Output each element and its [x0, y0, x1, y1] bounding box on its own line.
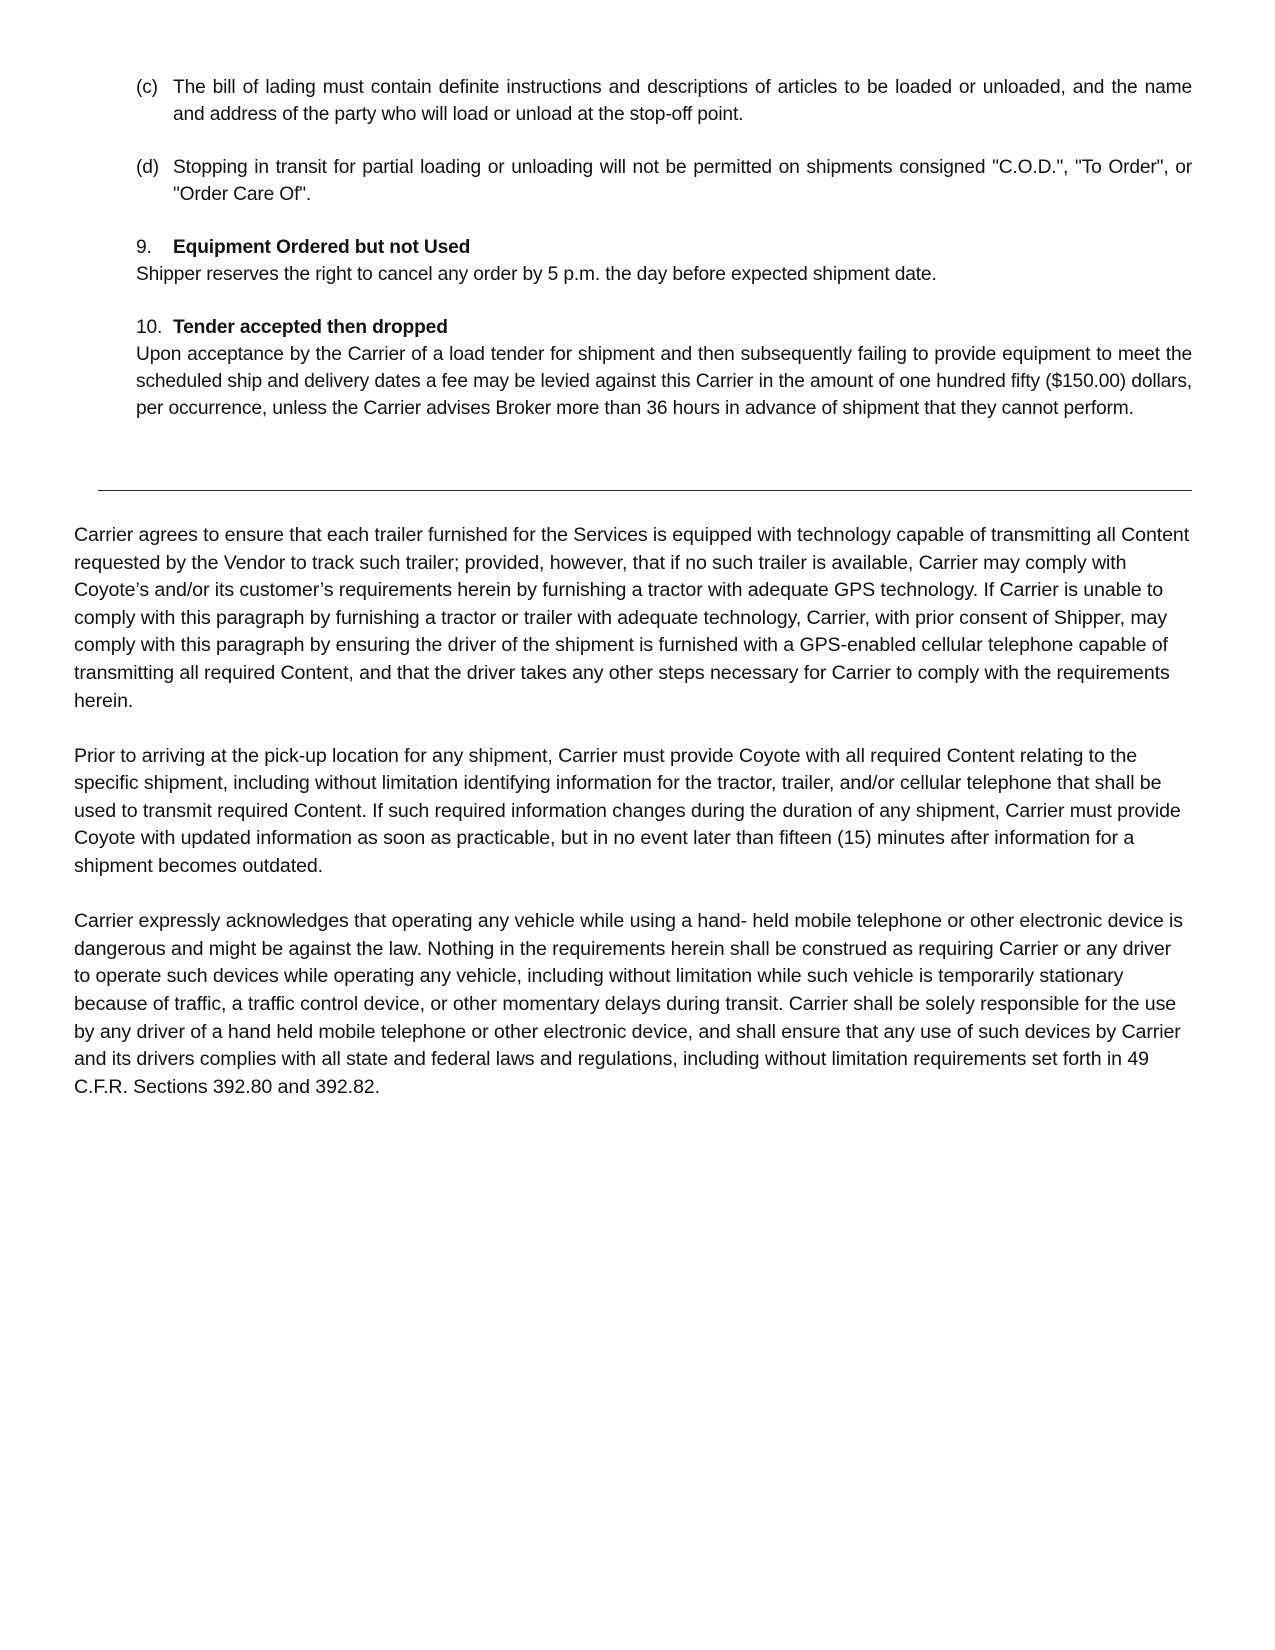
paragraph-mobile-device-safety: Carrier expressly acknowledges that operating any vehicle while using a hand- held mobile telephone or other electronic device is dangerous and might be against the law. Nothing in the requirements herein shall be construed as requiring Carrier or any driver to operate such devices while operating any vehicle, including without limitation while such vehicle is temporarily stationary because of traffic, a traffic control device, or other momentary delays during transit. Carrier shall be solely responsible for the use by any driver of a hand held mobile telephone or other electronic device, and shall ensure that any use of such devices by Carrier and its drivers complies with all state and federal laws and regulations, including without limitation requirements set forth in 49 C.F.R. Sections 392.80 and 392.82. [74, 910, 1183, 1098]
list-item-c [136, 74, 1192, 128]
paragraph-pickup-content: Prior to arriving at the pick-up location for any shipment, Carrier must provide Coyote with all required Content relating to the specific shipment, including without limitation identifying information for the tractor, trailer, and/or cellular telephone that shall be used to transmit required Content. If such required information changes during the duration of any shipment, Carrier must provide Coyote with updated information as soon as practicable, but in no event later than fifteen (15) minutes after information for a shipment becomes outdated. [74, 744, 1181, 878]
list-marker-d: (d) [136, 157, 160, 178]
section-9 [136, 234, 1192, 288]
section-9-heading [136, 234, 1192, 261]
section-9-title: Equipment Ordered but not Used [173, 237, 471, 258]
tracking-requirements-section [74, 522, 1192, 1129]
section-10-body: Upon acceptance by the Carrier of a load tender for shipment and then subsequently failing to provide equipment to meet the scheduled ship and delivery dates a fee may be levied against this Carrier in the amount of one hundred fifty ($150.00) dollars, per occurrence, unless the Carrier advises Broker more than 36 hours in advance of shipment that they cannot perform. [136, 344, 1192, 419]
section-10-number: 10. [136, 317, 163, 338]
section-9-body: Shipper reserves the right to cancel any order by 5 p.m. the day before expected shipment date. [136, 264, 937, 285]
list-item-d [136, 154, 1192, 208]
section-10 [136, 314, 1192, 422]
terms-list-section [136, 74, 1192, 448]
paragraph-trailer-technology: Carrier agrees to ensure that each trailer furnished for the Services is equipped with technology capable of transmitting all Content requested by the Vendor to track such trailer; provided, however, that if no such trailer is available, Carrier may comply with Coyote’s and/or its customer’s requirements herein by furnishing a tractor with adequate GPS technology. If Carrier is unable to comply with this paragraph by furnishing a tractor or trailer with adequate technology, Carrier, with prior consent of Shipper, may comply with this paragraph by ensuring the driver of the shipment is furnished with a GPS-enabled cellular telephone capable of transmitting all required Content, and that the driver takes any other steps necessary for Carrier to comply with the requirements herein. [74, 524, 1190, 712]
list-text-d: Stopping in transit for partial loading or unloading will not be permitted on shipments consigned "C.O.D.", "To Order", or "Order Care Of". [173, 157, 1192, 205]
horizontal-divider [98, 490, 1192, 491]
list-text-c: The bill of lading must contain definite instructions and descriptions of articles to be loaded or unloaded, and the name and address of the party who will load or unload at the stop-off point. [173, 77, 1192, 125]
section-10-heading [136, 314, 1192, 341]
section-9-number: 9. [136, 237, 152, 258]
section-10-title: Tender accepted then dropped [173, 317, 448, 338]
list-marker-c: (c) [136, 77, 158, 98]
